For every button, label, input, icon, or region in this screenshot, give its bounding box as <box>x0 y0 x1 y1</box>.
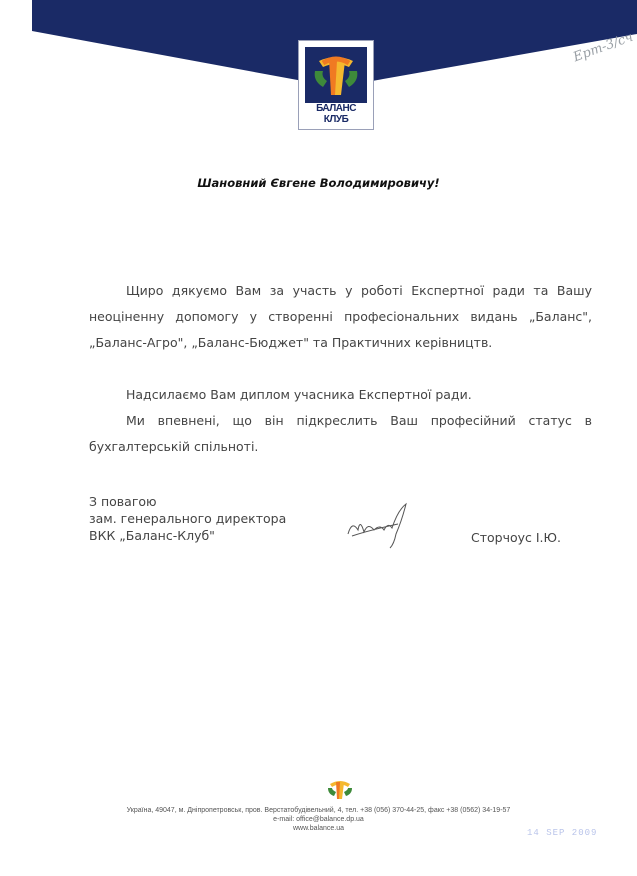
logo-text-line1: БАЛАНС <box>305 103 367 114</box>
closing-organization: ВКК „Баланс-Клуб" <box>89 528 215 543</box>
letter-paragraph-status <box>89 408 592 460</box>
letter-paragraph-thanks <box>89 278 592 356</box>
letter-greeting: Шановний Євгене Володимировичу! <box>197 176 440 190</box>
closing-regards: З повагою <box>89 494 157 509</box>
logo-mark-icon <box>309 51 363 99</box>
date-stamp: 14 SEP 2009 <box>527 828 598 838</box>
paragraph-text: Ми впевнені, що він підкреслить Ваш професійний статус в бухгалтерській спільноті. <box>89 413 592 454</box>
handwritten-registration-note: Ерт-3/сч <box>571 29 636 66</box>
logo-text-line2: КЛУБ <box>305 114 367 125</box>
letter-paragraph-diploma <box>89 382 592 408</box>
footer-email: e-mail: office@balance.dp.ua <box>273 816 364 823</box>
paragraph-text: Щиро дякуємо Вам за участь у роботі Експертної ради та Вашу неоціненну допомогу у створенні професіональних видань „Баланс", „Баланс-Агро", „Баланс-Бюджет" та Практичних керівництв. <box>89 283 592 350</box>
letter-closing <box>89 493 286 544</box>
footer-address: Україна, 49047, м. Дніпропетровськ, пров. Верстатобудівельний, 4, тел. +38 (056) 370-44-25, факс +38 (0562) 34-19-57 <box>126 807 511 814</box>
footer-logo-icon <box>326 778 354 800</box>
footer-website: www.balance.ua <box>293 825 344 832</box>
signature-icon <box>340 500 420 550</box>
signer-name: Сторчоус І.Ю. <box>471 530 561 545</box>
paragraph-text: Надсилаємо Вам диплом учасника Експертної ради. <box>126 387 472 402</box>
closing-position: зам. генерального директора <box>89 511 287 526</box>
company-logo <box>298 40 374 130</box>
